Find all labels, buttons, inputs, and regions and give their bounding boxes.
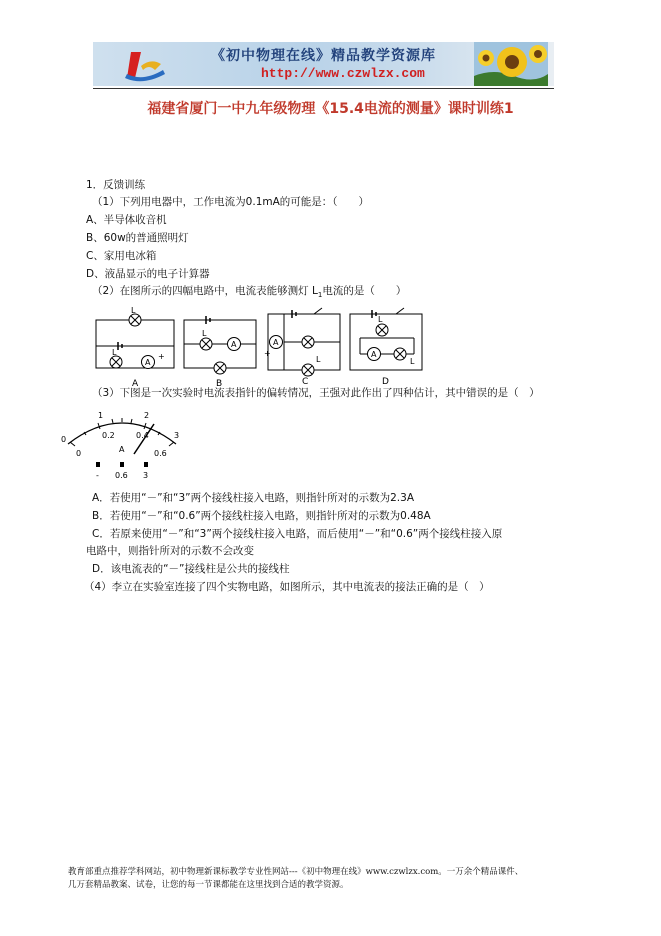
q3-option-b: B．若使用“－”和“0.6”两个接线柱接入电路，则指针所对的示数为0.48A: [92, 510, 431, 522]
q2-stem: [92, 284, 406, 302]
header-rule: [93, 88, 554, 89]
q3-option-c-line2: 电路中，则指针所对的示数不会改变: [86, 545, 254, 557]
dial-top-1: 1: [98, 411, 104, 420]
logo-icon: [123, 48, 171, 84]
dial-bottom-3: 0.6: [154, 449, 167, 458]
circuit-d-label: D: [382, 377, 389, 387]
circuit-b-label: B: [216, 379, 223, 388]
circuit-c-lamp2-label: L: [316, 355, 321, 364]
ammeter-dial: [58, 404, 186, 482]
circuit-d-lamp2-label: L: [410, 357, 415, 366]
section-heading: 1．反馈训练: [86, 179, 146, 191]
q3-option-c-line1: C．若原来使用“－”和“3”两个接线柱接入电路，而后使用“－”和“0.6”两个接线柱接入原: [92, 528, 503, 540]
circuit-c-label: C: [302, 377, 309, 387]
page-footer: [68, 866, 598, 892]
q3-option-d: D．该电流表的“－”接线柱是公共的接线柱: [92, 563, 290, 575]
terminal-minus: -: [96, 471, 99, 480]
terminal-0-6: 0.6: [115, 471, 128, 480]
circuit-a-label: A: [132, 379, 139, 388]
dial-bottom-2: 0.4: [136, 431, 149, 440]
sunflower-icon: [474, 42, 548, 86]
dial-bottom-1: 0.2: [102, 431, 115, 440]
dial-top-2: 2: [144, 411, 150, 420]
page-title: 福建省厦门一中九年级物理《15.4电流的测量》课时训练1: [147, 101, 514, 117]
q2-stem-part2: 电流的是（ ）: [322, 285, 407, 297]
dial-top-0: 0: [61, 435, 67, 444]
q3-stem: （3）下图是一次实验时电流表指针的偏转情况，王强对此作出了四种估计，其中错误的是（ ）: [92, 387, 540, 399]
circuit-a-plus: +: [158, 352, 165, 361]
q1-option-d: D、液晶显示的电子计算器: [86, 268, 210, 280]
banner-url[interactable]: http://www.czwlzx.com: [261, 66, 425, 81]
dial-bottom-0: 0: [76, 449, 82, 458]
dial-unit: A: [119, 445, 125, 454]
circuit-a-lamp2-label: L: [131, 306, 136, 315]
q2-stem-sub: 1: [317, 291, 323, 300]
q2-circuit-diagrams: [88, 302, 428, 388]
q1-option-a: A、半导体收音机: [86, 214, 167, 226]
circuit-a-ammeter-symbol: A: [145, 358, 151, 367]
circuit-d-lamp1-label: L: [378, 315, 383, 324]
terminal-3: 3: [143, 471, 149, 480]
circuit-d-ammeter-symbol: A: [371, 350, 377, 359]
q1-option-c: C、家用电冰箱: [86, 250, 157, 262]
q3-option-a: A．若使用“－”和“3”两个接线柱接入电路，则指针所对的示数为2.3A: [92, 492, 415, 504]
circuit-c-plus: +: [264, 349, 271, 358]
footer-line2: 几万套精品教案、试卷，让您的每一节课都能在这里找到合适的教学资源。: [68, 880, 349, 890]
circuit-b-ammeter-symbol: A: [231, 340, 237, 349]
circuit-b: [184, 316, 256, 368]
dial-top-3: 3: [174, 431, 180, 440]
footer-line1: 教育部重点推荐学科网站，初中物理新课标教学专业性网站---《初中物理在线》www.czwlzx.com。一万余个精品课件、: [68, 867, 524, 877]
q1-option-b: B、60w的普通照明灯: [86, 232, 189, 244]
q1-stem: （1）下列用电器中，工作电流为0.1mA的可能是：（ ）: [92, 196, 370, 208]
circuit-c-ammeter-symbol: A: [273, 338, 279, 347]
header-banner: [93, 42, 554, 86]
q4-stem: （4）李立在实验室连接了四个实物电路，如图所示，其中电流表的接法正确的是（ ）: [84, 581, 490, 593]
banner-title: 《初中物理在线》精品教学资源库: [211, 48, 436, 64]
circuit-b-lamp1-label: L: [202, 329, 207, 338]
circuit-a-lamp1-label: L: [112, 348, 117, 357]
q2-stem-part1: （2）在图所示的四幅电路中，电流表能够测灯 L: [92, 285, 318, 297]
